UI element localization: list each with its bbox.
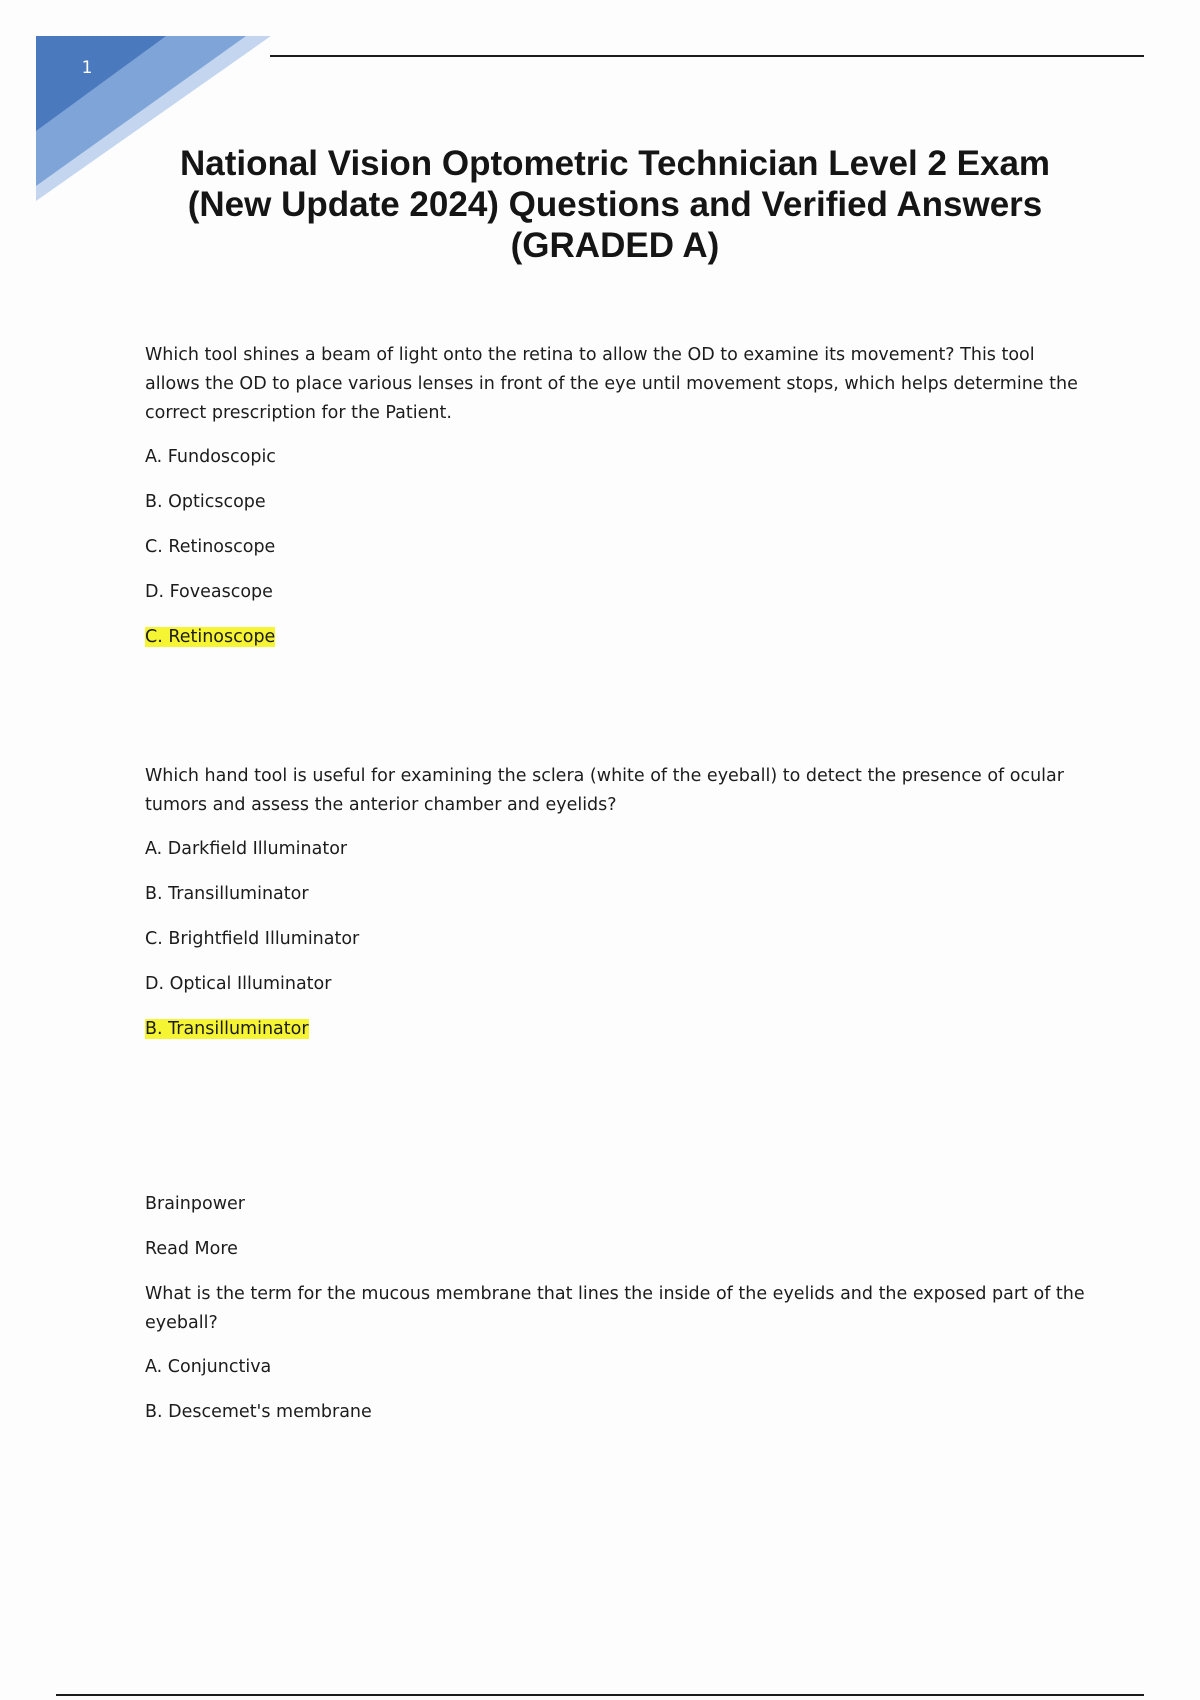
answer-option: D. Foveascope xyxy=(145,582,273,602)
correct-answer xyxy=(145,1015,1085,1044)
title-line: National Vision Optometric Technician Level 2 Exam xyxy=(179,144,1051,183)
answer-option: A. Darkfield Illuminator xyxy=(145,839,348,859)
question-block xyxy=(145,341,1085,652)
question-text: Which tool shines a beam of light onto the retina to allow the OD to examine its movement? This tool allows the OD to place various lenses in front of the eye until movement stops, which helps determine the correct prescription for the Patient. xyxy=(145,345,1078,423)
page-number: 1 xyxy=(81,58,93,78)
answer-option: B. Transilluminator xyxy=(145,884,309,904)
answer-option: C. Retinoscope xyxy=(145,537,276,557)
answer-option: A. Conjunctiva xyxy=(145,1357,272,1377)
spacer xyxy=(145,1044,1085,1190)
answer-option: B. Descemet's membrane xyxy=(145,1402,372,1422)
question-text: What is the term for the mucous membrane that lines the inside of the eyelids and the exposed part of the eyeball? xyxy=(145,1284,1085,1333)
question-text: Which hand tool is useful for examining the sclera (white of the eyeball) to detect the presence of ocular tumors and assess the anterior chamber and eyelids? xyxy=(145,766,1064,815)
footer-rule xyxy=(56,1694,1144,1696)
document-body xyxy=(145,341,1085,1443)
highlighted-answer-text: C. Retinoscope xyxy=(145,627,276,647)
read-more-label: Read More xyxy=(145,1239,238,1259)
spacer xyxy=(145,652,1085,762)
highlighted-answer-text: B. Transilluminator xyxy=(145,1019,309,1039)
question-block xyxy=(145,1280,1085,1427)
answer-option: B. Opticscope xyxy=(145,492,266,512)
title-line: (GRADED A) xyxy=(510,226,720,265)
document-title xyxy=(140,143,1090,266)
header-rule xyxy=(270,55,1144,57)
answer-option: D. Optical Illuminator xyxy=(145,974,332,994)
correct-answer xyxy=(145,623,1085,652)
title-line: (New Update 2024) Questions and Verified Answers xyxy=(187,185,1043,224)
answer-option: A. Fundoscopic xyxy=(145,447,276,467)
question-block xyxy=(145,762,1085,1044)
brainpower-label: Brainpower xyxy=(145,1194,245,1214)
answer-option: C. Brightfield Illuminator xyxy=(145,929,360,949)
